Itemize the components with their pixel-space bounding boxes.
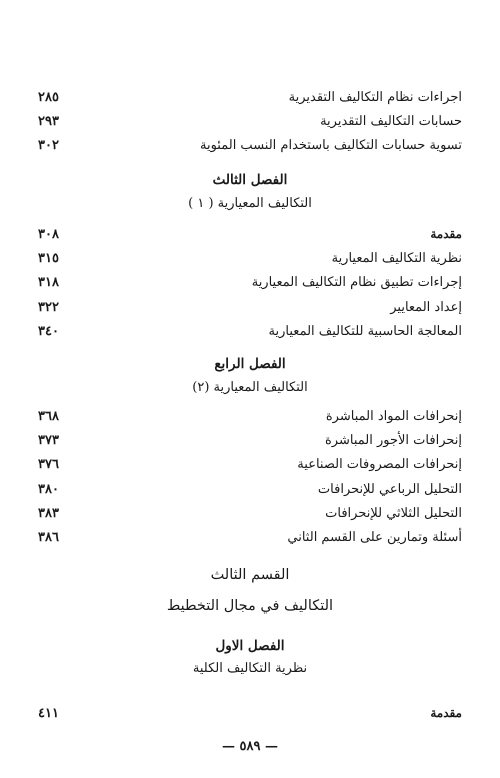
toc-entry-page: ٣١٨ — [38, 274, 59, 290]
page-number: — ٥٨٩ — — [221, 739, 278, 754]
part-title: التكاليف في مجال التخطيط — [166, 598, 334, 614]
toc-entry-page: ٣٧٣ — [38, 432, 59, 448]
toc-entry-page: ٣٠٢ — [38, 137, 59, 153]
toc-entry-title: المعالجة الحاسبية للتكاليف المعيارية — [268, 323, 462, 339]
toc-entry-title: التحليل الثلاثي للإنحرافات — [325, 505, 462, 521]
chapter-title: نظرية التكاليف الكلية — [192, 661, 308, 676]
toc-entry-title: إنحرافات المصروفات الصناعية — [297, 456, 462, 472]
toc-entry-page: ٣٦٨ — [38, 408, 59, 424]
toc-entry — [38, 133, 462, 157]
toc-entry-title: إجراءات تطبيق نظام التكاليف المعيارية — [251, 274, 462, 290]
toc-entry-title: حسابات التكاليف التقديرية — [320, 113, 462, 129]
chapter-heading: الفصل الرابع — [214, 356, 286, 372]
toc-entry — [38, 109, 462, 133]
toc-entry-page: ٣١٥ — [38, 250, 59, 266]
toc-entry — [38, 319, 462, 343]
toc-entry-page: ٣٨٣ — [38, 505, 59, 521]
toc-entry-page: ٣٤٠ — [38, 323, 59, 339]
toc-entry — [38, 701, 462, 725]
toc-entry-page: ٣٧٦ — [38, 456, 59, 472]
toc-entry-title: نظرية التكاليف المعيارية — [331, 250, 462, 266]
toc-entry-title: التحليل الرباعي للإنحرافات — [317, 481, 462, 497]
toc-entry-title: اجراءات نظام التكاليف التقديرية — [288, 89, 462, 105]
toc-entry-title: مقدمة — [430, 706, 462, 720]
toc-entry — [38, 295, 462, 319]
toc-entry-title: إعداد المعايير — [390, 299, 462, 315]
toc-entry-page: ٢٩٣ — [38, 113, 59, 129]
toc-entry — [38, 404, 462, 428]
toc-entry-page: ٤١١ — [38, 705, 59, 721]
toc-entry-page: ٣٠٨ — [38, 226, 59, 242]
chapter-title: التكاليف المعيارية ( ١ ) — [188, 196, 312, 211]
toc-entry-page: ٣٨٦ — [38, 529, 59, 545]
toc-entry — [38, 501, 462, 525]
toc-entry — [38, 477, 462, 501]
toc-entry-page: ٣٢٢ — [38, 299, 59, 315]
toc-entry — [38, 525, 462, 549]
toc-entry-title: أسئلة وتمارين على القسم الثاني — [287, 529, 462, 545]
chapter-title: التكاليف المعيارية (٢) — [192, 380, 308, 395]
toc-entry — [38, 222, 462, 246]
toc-entry — [38, 270, 462, 294]
toc-entry — [38, 246, 462, 270]
toc-entry-title: مقدمة — [430, 227, 462, 241]
toc-entry-page: ٢٨٥ — [38, 89, 59, 105]
toc-entry-title: إنحرافات الأجور المباشرة — [325, 432, 462, 448]
toc-entry — [38, 428, 462, 452]
toc-entry — [38, 452, 462, 476]
part-heading: القسم الثالث — [210, 567, 290, 583]
toc-entry — [38, 85, 462, 109]
toc-entry-page: ٣٨٠ — [38, 481, 59, 497]
chapter-heading: الفصل الاول — [215, 638, 285, 654]
toc-entry-title: تسوية حسابات التكاليف باستخدام النسب المئوية — [199, 137, 462, 153]
toc-entry-title: إنحرافات المواد المباشرة — [325, 408, 462, 424]
chapter-heading: الفصل الثالث — [212, 172, 288, 188]
